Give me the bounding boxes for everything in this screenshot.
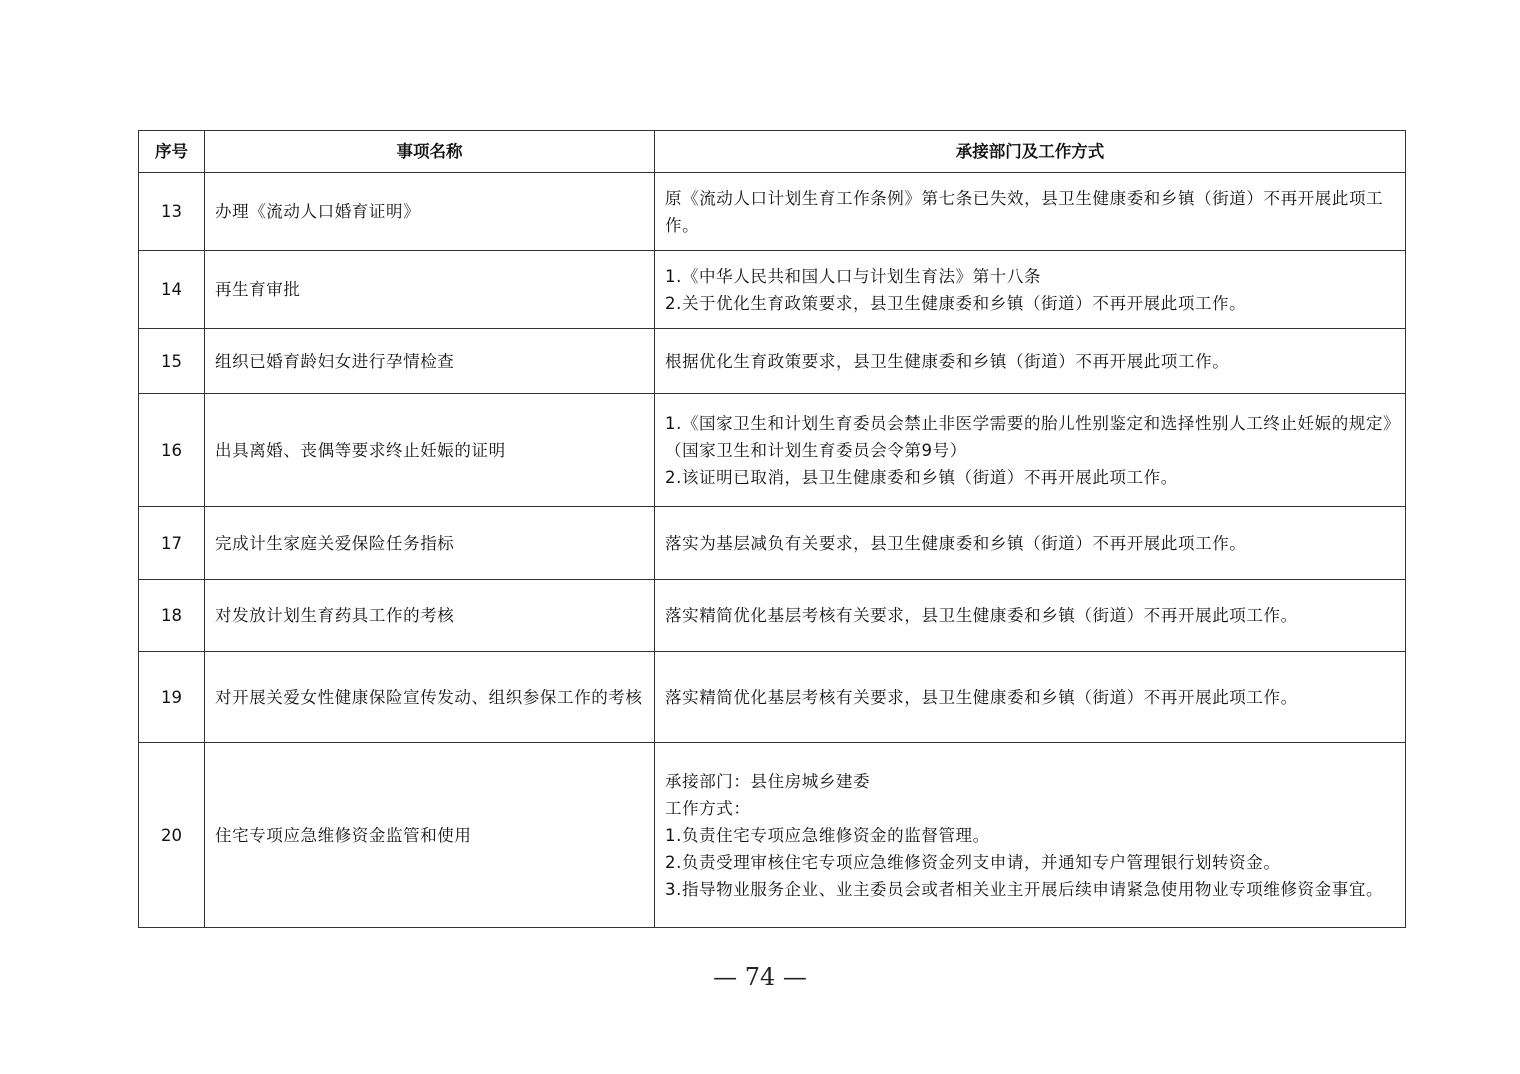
header-no: 序号 bbox=[139, 131, 205, 173]
table-row bbox=[139, 743, 1406, 928]
item-name-line: 对发放计划生育药具工作的考核 bbox=[215, 606, 455, 625]
item-name-line: 住宅专项应急维修资金监管和使用 bbox=[215, 825, 472, 845]
header-name: 事项名称 bbox=[205, 131, 655, 173]
item-name bbox=[205, 743, 655, 928]
item-method-line: 1.《国家卫生和计划生育委员会禁止非医学需要的胎儿性别鉴定和选择性别人工终止妊娠的规定》（国家卫生和计划生育委员会令第9号） bbox=[665, 413, 1392, 460]
row-number: 13 bbox=[139, 173, 205, 251]
page-number: — 74 — bbox=[713, 963, 807, 991]
item-name bbox=[205, 394, 655, 507]
item-name-line: 对开展关爱女性健康保险宣传发动、组织参保工作的考核 bbox=[215, 687, 643, 707]
item-method-line: 3.指导物业服务企业、业主委员会或者相关业主开展后续申请紧急使用物业专项维修资金事宜。 bbox=[665, 879, 1384, 899]
item-method-line: 2.负责受理审核住宅专项应急维修资金列支申请，并通知专户管理银行划转资金。 bbox=[665, 852, 1281, 872]
item-name bbox=[205, 652, 655, 743]
item-name bbox=[205, 173, 655, 251]
row-number: 19 bbox=[139, 652, 205, 743]
item-name-line: 组织已婚育龄妇女进行孕情检查 bbox=[215, 351, 455, 371]
table-row bbox=[139, 251, 1406, 329]
table-row bbox=[139, 329, 1406, 394]
item-method bbox=[655, 507, 1406, 580]
item-name-line: 办理《流动人口婚育证明》 bbox=[215, 202, 421, 221]
items-table bbox=[138, 130, 1406, 928]
header-method: 承接部门及工作方式 bbox=[655, 131, 1406, 173]
item-method bbox=[655, 580, 1406, 652]
row-number: 14 bbox=[139, 251, 205, 329]
item-method bbox=[655, 173, 1406, 251]
table-row bbox=[139, 394, 1406, 507]
item-method bbox=[655, 394, 1406, 507]
item-method-line: 2.关于优化生育政策要求，县卫生健康委和乡镇（街道）不再开展此项工作。 bbox=[665, 293, 1247, 313]
item-name-line: 再生育审批 bbox=[215, 280, 301, 299]
item-name bbox=[205, 507, 655, 580]
row-number: 16 bbox=[139, 394, 205, 507]
row-number: 17 bbox=[139, 507, 205, 580]
item-method bbox=[655, 251, 1406, 329]
item-method-line: 落实精简优化基层考核有关要求，县卫生健康委和乡镇（街道）不再开展此项工作。 bbox=[665, 606, 1298, 625]
item-method-line: 根据优化生育政策要求，县卫生健康委和乡镇（街道）不再开展此项工作。 bbox=[665, 351, 1230, 371]
item-method-line: 1.《中华人民共和国人口与计划生育法》第十八条 bbox=[665, 266, 1042, 286]
table-row bbox=[139, 580, 1406, 652]
item-method-line: 承接部门：县住房城乡建委 bbox=[665, 771, 871, 791]
item-name bbox=[205, 251, 655, 329]
item-method-line: 工作方式： bbox=[665, 798, 751, 818]
table-row bbox=[139, 652, 1406, 743]
row-number: 18 bbox=[139, 580, 205, 652]
item-method-line: 1.负责住宅专项应急维修资金的监督管理。 bbox=[665, 825, 990, 845]
item-name-line: 出具离婚、丧偶等要求终止妊娠的证明 bbox=[215, 440, 506, 460]
row-number: 20 bbox=[139, 743, 205, 928]
item-name bbox=[205, 580, 655, 652]
table-header-row bbox=[139, 131, 1406, 173]
table-row bbox=[139, 173, 1406, 251]
item-name-line: 完成计生家庭关爱保险任务指标 bbox=[215, 533, 455, 553]
item-method bbox=[655, 329, 1406, 394]
item-name bbox=[205, 329, 655, 394]
row-number: 15 bbox=[139, 329, 205, 394]
item-method bbox=[655, 652, 1406, 743]
item-method-line: 原《流动人口计划生育工作条例》第七条已失效，县卫生健康委和乡镇（街道）不再开展此项工作。 bbox=[665, 188, 1384, 235]
item-method-line: 落实为基层减负有关要求，县卫生健康委和乡镇（街道）不再开展此项工作。 bbox=[665, 533, 1247, 553]
table-row bbox=[139, 507, 1406, 580]
item-method bbox=[655, 743, 1406, 928]
item-method-line: 2.该证明已取消，县卫生健康委和乡镇（街道）不再开展此项工作。 bbox=[665, 467, 1178, 487]
item-method-line: 落实精简优化基层考核有关要求，县卫生健康委和乡镇（街道）不再开展此项工作。 bbox=[665, 687, 1298, 707]
